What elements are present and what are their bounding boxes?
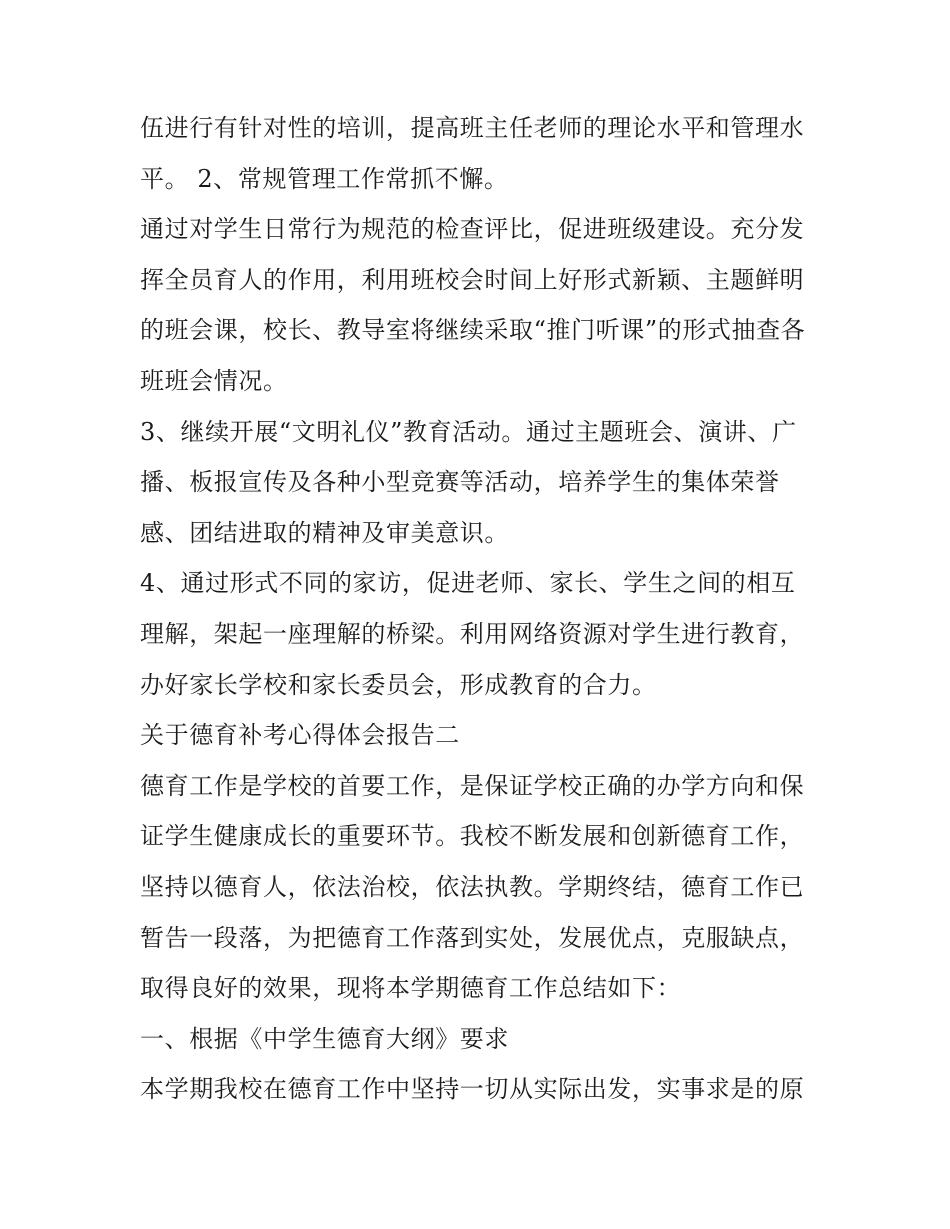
text-line: 取得良好的效果，现将本学期德育工作总结如下： bbox=[140, 974, 682, 1003]
text-line: 平。 2、常规管理工作常抓不懈。 bbox=[140, 164, 509, 193]
text-line: 感、团结进取的精神及审美意识。 bbox=[140, 518, 509, 547]
section-heading: 关于德育补考心得体会报告二 bbox=[140, 721, 460, 750]
text-line: 坚持以德育人，依法治校，依法执教。学期终结，德育工作已 bbox=[140, 872, 805, 901]
text-line: 的班会课，校长、教导室将继续采取“推门听课”的形式抽查各 bbox=[140, 316, 806, 345]
text-line: 通过对学生日常行为规范的检查评比，促进班级建设。充分发 bbox=[140, 215, 805, 244]
text-line: 3、继续开展“文明礼仪”教育活动。通过主题班会、演讲、广 bbox=[140, 417, 797, 446]
text-line: 本学期我校在德育工作中坚持一切从实际出发，实事求是的原 bbox=[140, 1075, 805, 1104]
text-line: 证学生健康成长的重要环节。我校不断发展和创新德育工作， bbox=[140, 822, 805, 851]
text-line: 播、板报宣传及各种小型竞赛等活动，培养学生的集体荣誉 bbox=[140, 468, 780, 497]
text-line: 办好家长学校和家长委员会，形成教育的合力。 bbox=[140, 670, 657, 699]
text-line: 理解，架起一座理解的桥梁。利用网络资源对学生进行教育， bbox=[140, 619, 805, 648]
text-line: 暂告一段落，为把德育工作落到实处，发展优点，克服缺点， bbox=[140, 923, 805, 952]
subsection-heading: 一、根据《中学生德育大纲》要求 bbox=[140, 1024, 509, 1053]
document-body bbox=[140, 103, 820, 1115]
text-line: 伍进行有针对性的培训，提高班主任老师的理论水平和管理水 bbox=[140, 114, 805, 142]
text-line: 4、通过形式不同的家访，促进老师、家长、学生之间的相互 bbox=[140, 569, 796, 598]
text-line: 德育工作是学校的首要工作，是保证学校正确的办学方向和保 bbox=[140, 771, 805, 800]
text-line: 挥全员育人的作用，利用班校会时间上好形式新颖、主题鲜明 bbox=[140, 265, 805, 294]
text-line: 班班会情况。 bbox=[140, 366, 288, 395]
